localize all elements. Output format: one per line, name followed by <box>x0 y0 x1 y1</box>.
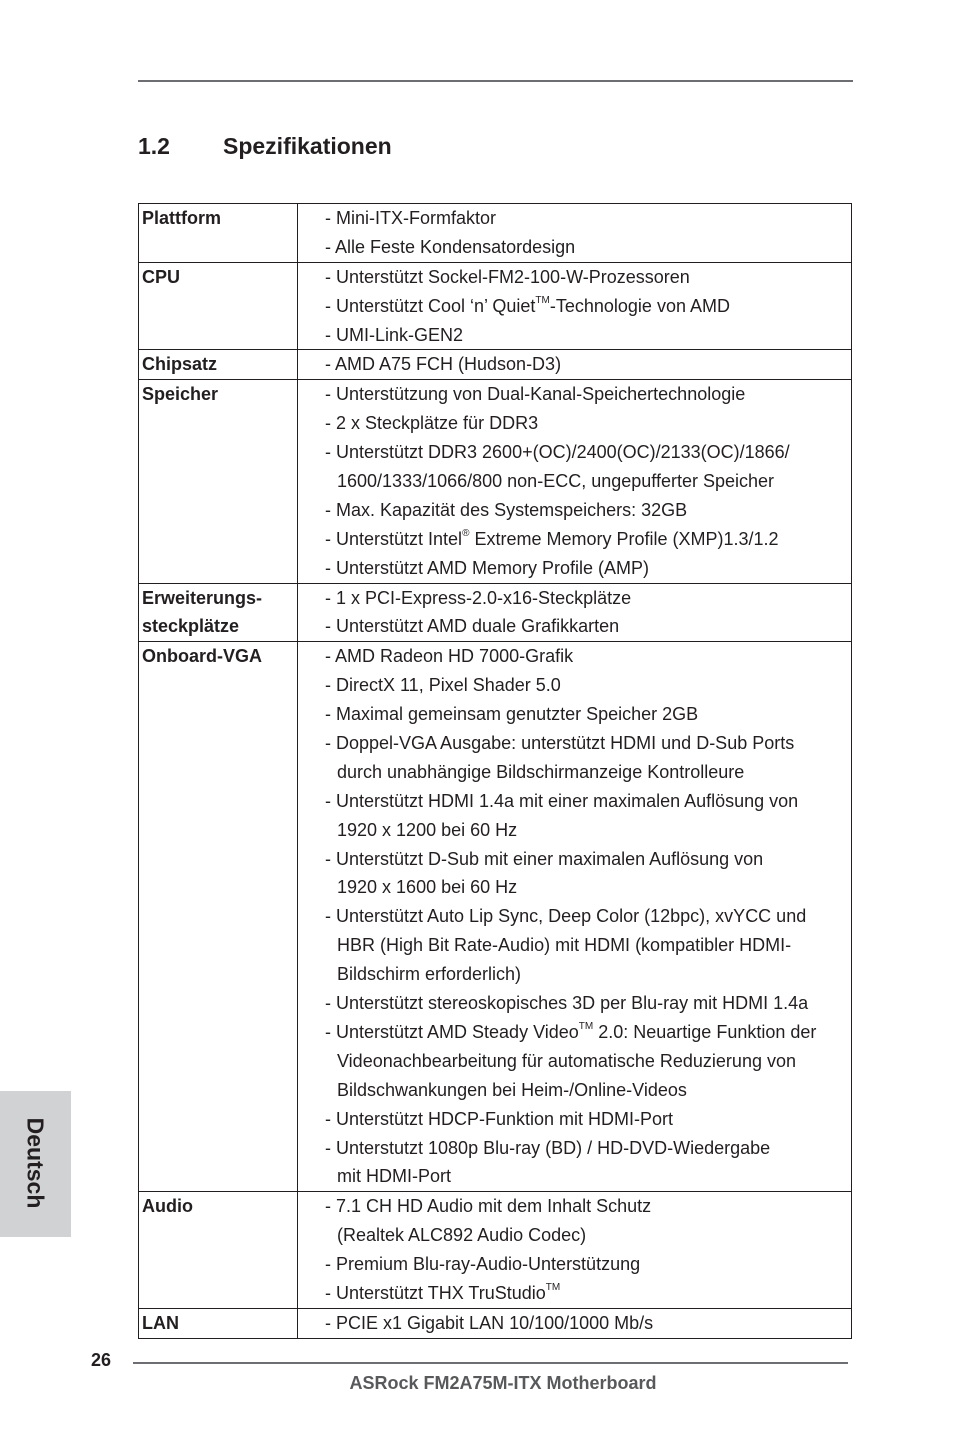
spec-line: - Unterstützt HDCP-Funktion mit HDMI-Port <box>325 1108 674 1129</box>
spec-row-chipsatz <box>139 350 852 380</box>
spec-line: - UMI-Link-GEN2 <box>325 324 464 345</box>
spec-line: - Unterstützt AMD duale Grafikkarten <box>325 616 620 637</box>
spec-line: - Unterstützt stereoskopisches 3D per Blu-ray mit HDMI 1.4a <box>325 993 809 1014</box>
spec-line: - 2 x Steckplätze für DDR3 <box>325 413 539 434</box>
footer-product-name: ASRock FM2A75M-ITX Motherboard <box>349 1373 657 1393</box>
spec-line: Videonachbearbeitung für automatische Reduzierung von <box>337 1050 796 1071</box>
spec-line: durch unabhängige Bildschirmanzeige Kontrolleure <box>337 761 745 782</box>
spec-line: 1920 x 1200 bei 60 Hz <box>337 819 518 840</box>
spec-label <box>139 1308 298 1338</box>
spec-line: - Unterstützt D-Sub mit einer maximalen Auflösung von <box>325 848 764 869</box>
label-text: Onboard-VGA <box>142 646 262 667</box>
label-text: CPU <box>142 266 181 287</box>
spec-label <box>139 1192 298 1309</box>
spec-value <box>298 642 852 1192</box>
spec-label <box>139 204 298 263</box>
spec-line: - AMD Radeon HD 7000-Grafik <box>325 646 574 667</box>
spec-label <box>139 350 298 380</box>
spec-value <box>298 1308 852 1338</box>
spec-value <box>298 1192 852 1309</box>
spec-line: - Doppel-VGA Ausgabe: unterstützt HDMI und D-Sub Ports <box>325 733 795 754</box>
spec-row-audio <box>139 1192 852 1309</box>
spec-value <box>298 583 852 642</box>
spec-line: - PCIE x1 Gigabit LAN 10/100/1000 Mb/s <box>325 1312 654 1333</box>
spec-line: - 7.1 CH HD Audio mit dem Inhalt Schutz <box>325 1196 652 1217</box>
bottom-rule <box>133 1362 848 1364</box>
page-number: 26 <box>91 1350 112 1370</box>
language-label: Deutsch <box>22 1117 49 1209</box>
trademark-mark: TM <box>545 1281 561 1293</box>
label-text: Erweiterungs- <box>142 587 263 608</box>
spec-row-plattform <box>139 204 852 263</box>
label-text: Chipsatz <box>142 354 218 375</box>
spec-line: Bildschwankungen bei Heim-/Online-Videos <box>337 1079 687 1100</box>
spec-line: - Unterstützt HDMI 1.4a mit einer maximalen Auflösung von <box>325 790 799 811</box>
label-text: LAN <box>142 1312 179 1333</box>
spec-line: - Unterstützung von Dual-Kanal-Speichertechnologie <box>325 384 746 405</box>
spec-row-speicher <box>139 380 852 583</box>
spec-line: - Maximal gemeinsam genutzter Speicher 2GB <box>325 704 699 725</box>
spec-label <box>139 583 298 642</box>
section-number: 1.2 <box>138 133 170 159</box>
top-rule <box>138 80 853 82</box>
spec-label <box>139 262 298 350</box>
spec-line: - DirectX 11, Pixel Shader 5.0 <box>325 675 561 696</box>
spec-line: HBR (High Bit Rate-Audio) mit HDMI (kompatibler HDMI- <box>337 935 792 956</box>
spec-line: - Unterstützt THX TruStudio™ <box>325 1281 561 1303</box>
spec-table <box>138 203 852 1339</box>
spec-row-lan <box>139 1308 852 1338</box>
trademark-mark: TM <box>578 1020 594 1032</box>
spec-line: - Unterstützt Intel® Extreme Memory Profile (XMP)1.3/1.2 <box>325 527 779 549</box>
spec-label <box>139 642 298 1192</box>
spec-line: 1600/1333/1066/800 non-ECC, ungepufferter Speicher <box>337 471 774 492</box>
spec-row-erweiterung <box>139 583 852 642</box>
label-text: Speicher <box>142 384 219 405</box>
spec-value <box>298 204 852 263</box>
spec-line: - AMD A75 FCH (Hudson-D3) <box>325 354 562 375</box>
spec-line: - Mini-ITX-Formfaktor <box>325 208 496 228</box>
spec-line: - Max. Kapazität des Systemspeichers: 32GB <box>325 499 688 520</box>
spec-line: - Unterstützt Auto Lip Sync, Deep Color (12bpc), xvYCC und <box>325 906 807 927</box>
section-heading: Spezifikationen <box>223 133 392 159</box>
spec-line: Bildschirm erforderlich) <box>337 964 522 985</box>
spec-line: - Premium Blu-ray-Audio-Unterstützung <box>325 1254 641 1275</box>
spec-value <box>298 262 852 350</box>
spec-line: - Unterstützt AMD Memory Profile (AMP) <box>325 557 650 578</box>
spec-line: - Unterstutzt 1080p Blu-ray (BD) / HD-DVD-Wiedergabe <box>325 1137 771 1158</box>
spec-value <box>298 380 852 583</box>
label-text: steckplätze <box>142 616 240 637</box>
spec-line: - Unterstützt AMD Steady Video™ 2.0: Neuartige Funktion der <box>325 1020 817 1042</box>
trademark-mark: TM <box>535 294 550 306</box>
spec-line: - Unterstützt Sockel-FM2-100-W-Prozessoren <box>325 266 690 287</box>
spec-label <box>139 380 298 583</box>
spec-line: - 1 x PCI-Express-2.0-x16-Steckplätze <box>325 587 632 608</box>
label-text: Audio <box>142 1196 193 1217</box>
registered-mark: ® <box>462 527 470 539</box>
spec-row-cpu <box>139 262 852 350</box>
language-side-tab <box>0 1091 71 1237</box>
spec-value <box>298 350 852 380</box>
spec-line: - Unterstützt DDR3 2600+(OC)/2400(OC)/2133(OC)/1866/ <box>325 442 790 463</box>
section-title <box>138 133 392 160</box>
spec-line: (Realtek ALC892 Audio Codec) <box>337 1225 587 1246</box>
spec-line: - Unterstützt Cool ‘n’ Quiet™-Technologie von AMD <box>325 294 730 316</box>
spec-line: - Alle Feste Kondensatordesign <box>325 236 576 257</box>
spec-line: mit HDMI-Port <box>337 1166 451 1187</box>
spec-row-onboard-vga <box>139 642 852 1192</box>
label-text: Plattform <box>142 208 222 228</box>
spec-line: 1920 x 1600 bei 60 Hz <box>337 877 518 898</box>
